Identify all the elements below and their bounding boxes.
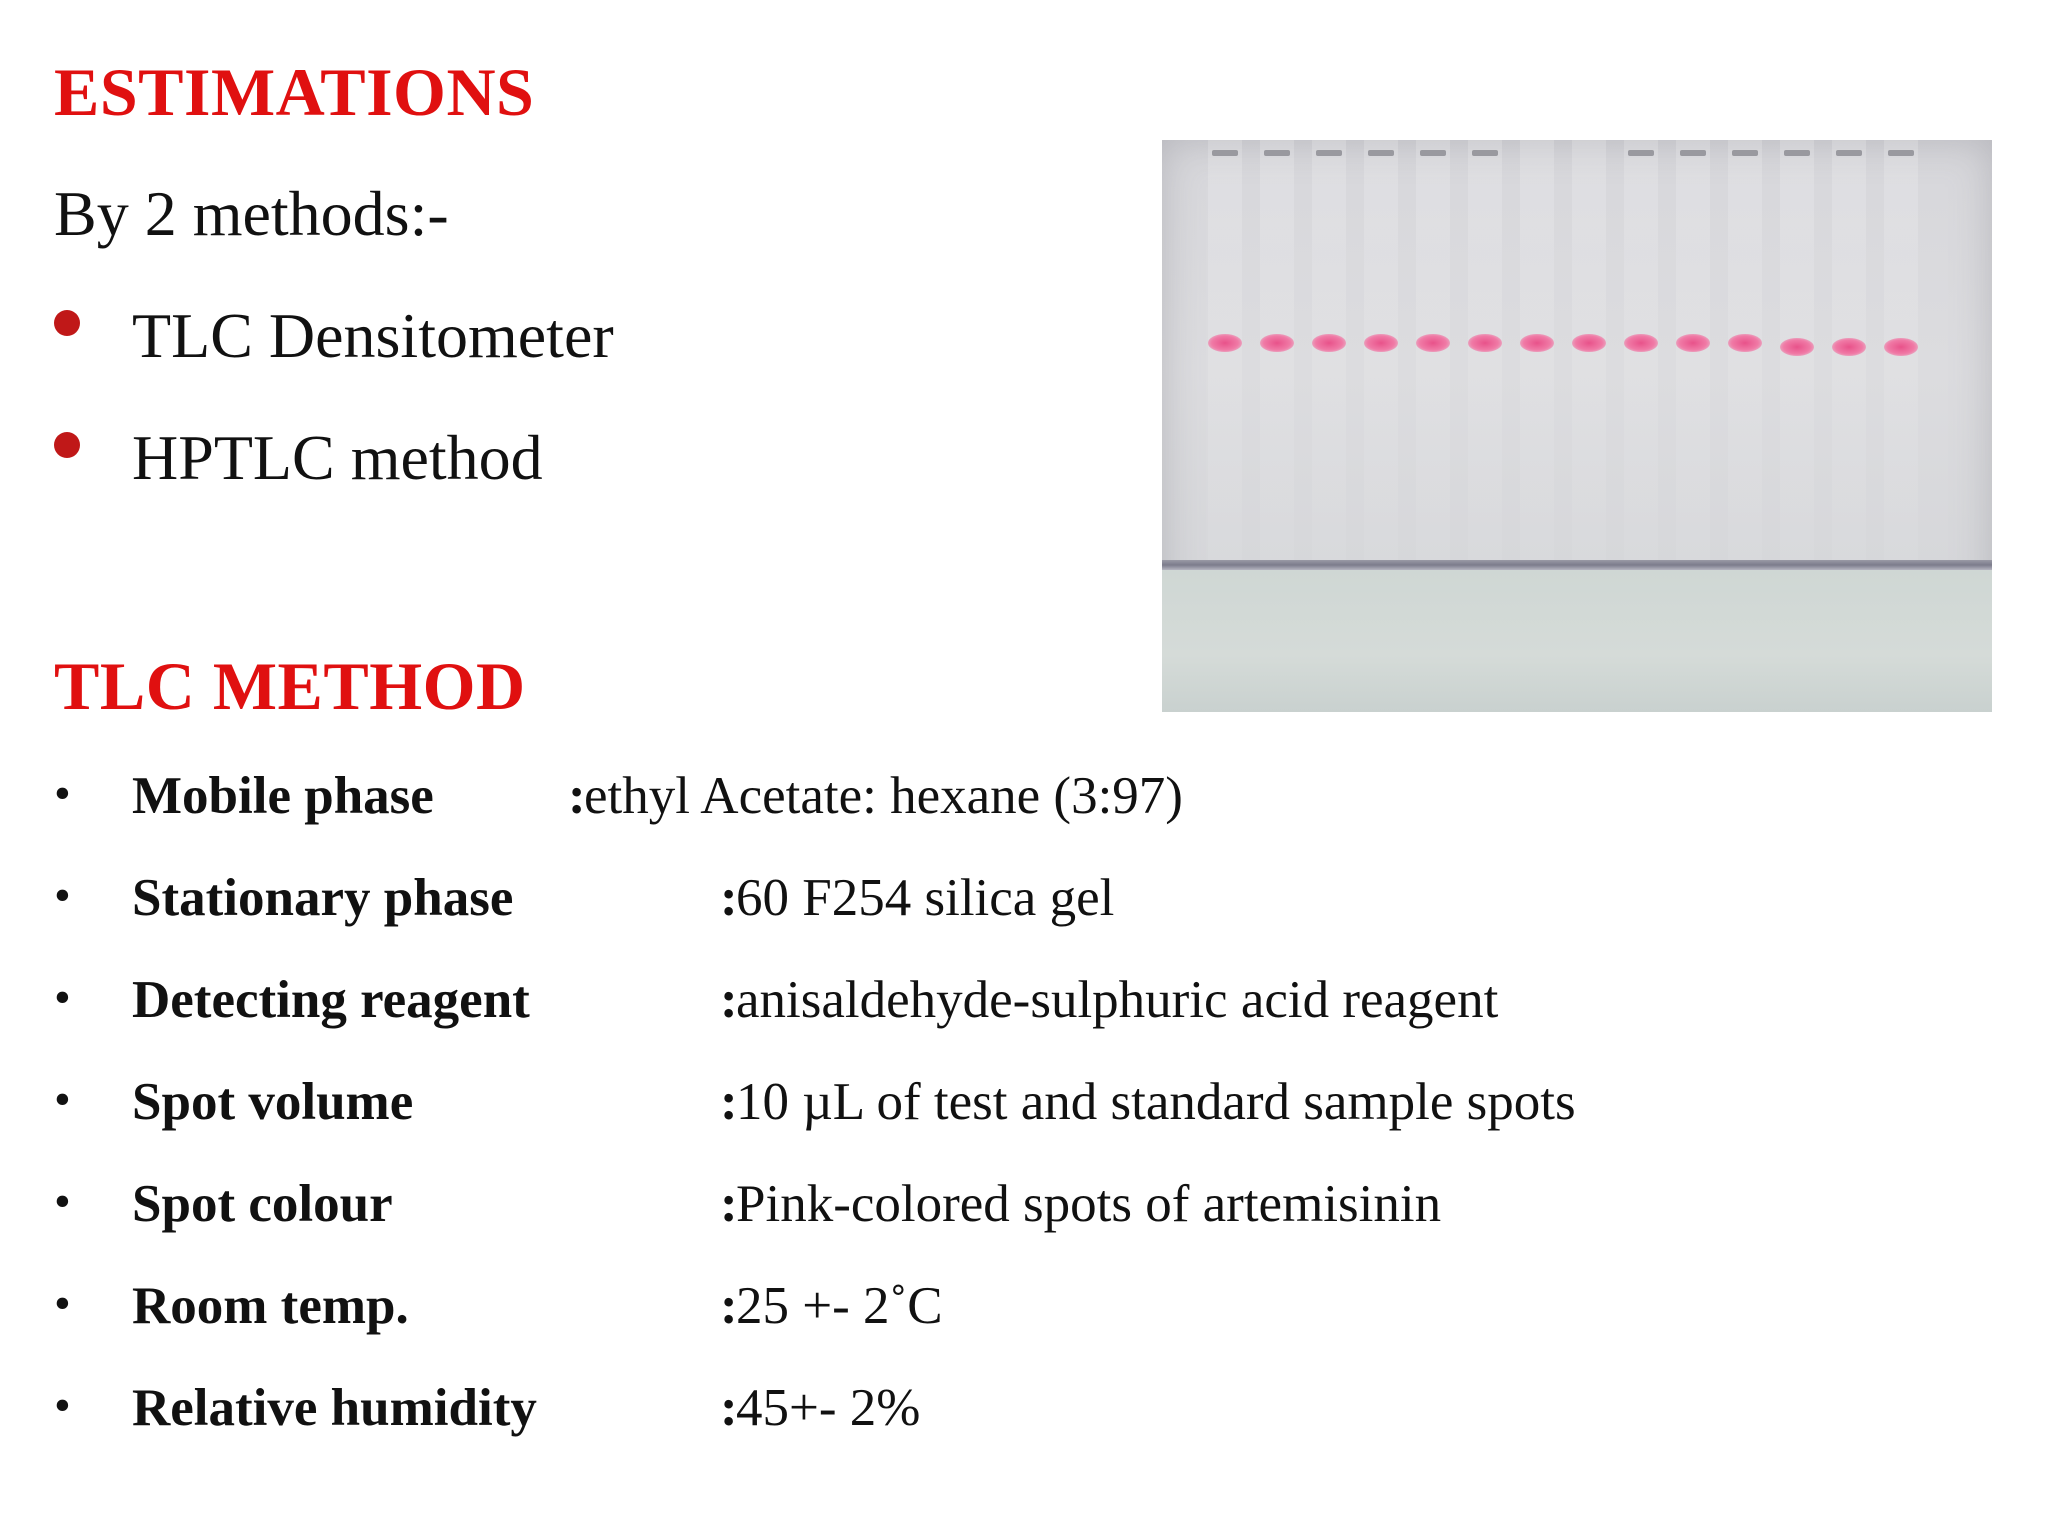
bullet-dot-icon [54,310,80,336]
pink-spot [1780,338,1814,356]
method-item [54,422,543,493]
param-label: Relative humidity [132,1379,537,1437]
param-value: ethyl Acetate: hexane (3:97) [584,767,1183,825]
origin-mark [1732,150,1758,156]
bullet-icon: • [54,869,71,922]
pink-spot [1572,334,1606,352]
plate-lower-region [1162,570,1992,712]
pink-spot [1884,338,1918,356]
origin-mark [1420,150,1446,156]
bullet-dot-icon [54,432,80,458]
origin-mark [1212,150,1238,156]
param-label: Spot colour [132,1175,393,1233]
param-value: 45+- 2% [736,1379,921,1437]
bullet-icon: • [54,971,71,1024]
origin-mark [1680,150,1706,156]
pink-spot [1676,334,1710,352]
origin-mark [1628,150,1654,156]
pink-spot [1208,334,1242,352]
origin-mark [1836,150,1862,156]
heading-tlc-method: TLC METHOD [54,648,526,724]
method-label: HPTLC method [132,422,543,493]
pink-spot [1728,334,1762,352]
method-label: TLC Densitometer [132,300,614,371]
bullet-icon: • [54,1175,71,1228]
param-colon: : [720,1073,738,1131]
bullet-icon: • [54,1073,71,1126]
intro-text: By 2 methods:- [54,178,449,249]
solvent-front-line [1162,560,1992,570]
pink-spot [1260,334,1294,352]
param-label: Mobile phase [132,767,434,825]
param-colon: : [720,1379,738,1437]
bullet-icon: • [54,1379,71,1432]
pink-spot [1312,334,1346,352]
origin-mark [1888,150,1914,156]
heading-estimations: ESTIMATIONS [54,54,535,130]
tlc-plate-image [1162,140,1992,712]
pink-spot [1364,334,1398,352]
param-value: Pink-colored spots of artemisinin [736,1175,1442,1233]
param-colon: : [720,1175,738,1233]
param-value: 25 +- 2˚C [736,1277,943,1335]
param-label: Detecting reagent [132,971,530,1029]
param-value: anisaldehyde-sulphuric acid reagent [736,971,1499,1029]
param-label: Spot volume [132,1073,414,1131]
origin-mark [1368,150,1394,156]
bullet-icon: • [54,767,71,820]
pink-spot [1520,334,1554,352]
param-colon: : [720,869,738,927]
param-colon: : [720,1277,738,1335]
param-colon: : [720,971,738,1029]
param-value: 10 µL of test and standard sample spots [736,1073,1576,1131]
origin-mark [1264,150,1290,156]
pink-spot [1624,334,1658,352]
method-item [54,300,614,371]
param-label: Stationary phase [132,869,514,927]
origin-mark [1784,150,1810,156]
origin-mark [1316,150,1342,156]
origin-mark [1472,150,1498,156]
param-value: 60 F254 silica gel [736,869,1115,927]
pink-spot [1468,334,1502,352]
bullet-icon: • [54,1277,71,1330]
pink-spot [1416,334,1450,352]
param-colon: : [568,767,586,825]
pink-spot [1832,338,1866,356]
param-label: Room temp. [132,1277,409,1335]
